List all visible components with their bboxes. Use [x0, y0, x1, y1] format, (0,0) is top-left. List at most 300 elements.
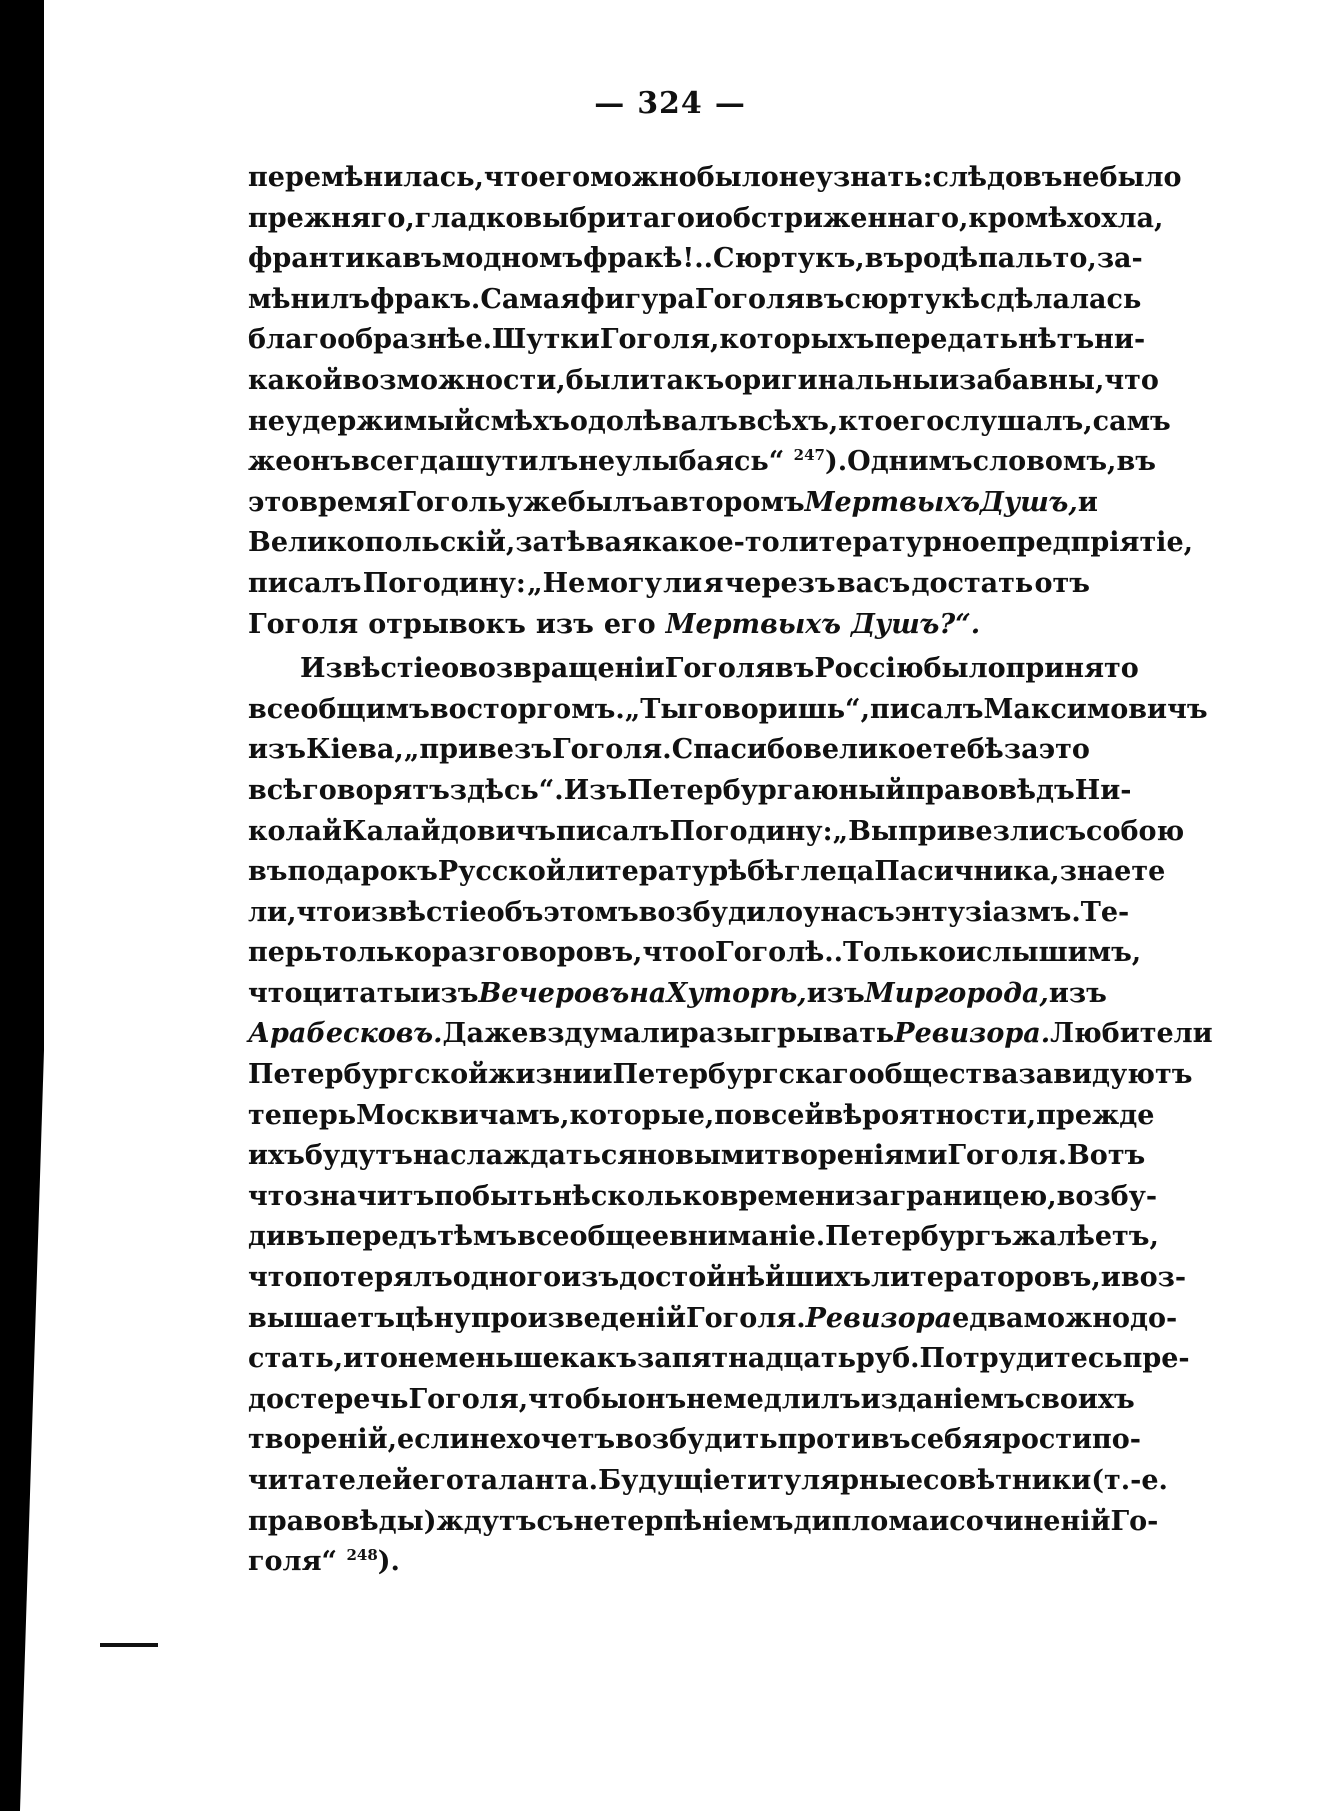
word: Калайдовичъ [342, 815, 556, 847]
word: Гоголя [248, 608, 359, 640]
word: фракъ. [369, 283, 481, 315]
word: жизни [488, 1059, 593, 1091]
word: „Ты [624, 693, 688, 725]
word: не [1062, 162, 1100, 193]
word: то [363, 1343, 398, 1375]
word: за [636, 1343, 672, 1375]
word: Петербургской [248, 1059, 489, 1091]
page-number [0, 86, 1340, 121]
word: себя [910, 1424, 982, 1456]
word: энтузіазмъ. [894, 896, 1081, 928]
word: Потрудитесь [919, 1343, 1123, 1375]
scan-edge-left [0, 0, 20, 1811]
word: Погодину: [669, 815, 833, 847]
word: въ [248, 856, 288, 888]
word: одолѣвалъ [569, 405, 738, 437]
word: литературѣ [565, 856, 748, 888]
word: франтика [248, 243, 403, 275]
text-line [248, 1542, 1090, 1583]
word: Россію [814, 653, 924, 685]
word: хохла, [1067, 202, 1164, 234]
word: выбритаго [523, 202, 695, 234]
word: въ [805, 283, 845, 315]
word: что [1104, 364, 1159, 396]
word: и [694, 202, 715, 234]
word: литераторовъ, [870, 1262, 1101, 1294]
word: фигура [580, 283, 695, 315]
word: Гоголя, [599, 324, 720, 356]
word: ихъ [248, 1140, 305, 1172]
word: слышимъ, [976, 937, 1142, 969]
word: которыхъ [719, 324, 875, 356]
word: его [412, 1465, 464, 1496]
word: писалъ [555, 815, 670, 847]
word: за [854, 1180, 890, 1212]
text-line [248, 690, 1208, 731]
text-line [248, 442, 1156, 483]
word: было [696, 162, 779, 193]
text-line [248, 523, 1194, 564]
text-line [248, 361, 1159, 402]
text-line [248, 280, 1142, 321]
word: Хуторѣ, [666, 977, 807, 1009]
word: цитаты [302, 977, 421, 1009]
text-line [248, 893, 1130, 934]
word: передать [874, 324, 1018, 356]
word: ждутъ [436, 1505, 537, 1537]
word: Гоголя [664, 653, 775, 685]
word: не [778, 162, 816, 193]
word: достойнѣйшихъ [619, 1262, 871, 1294]
word: знаете [1059, 856, 1166, 888]
word: извѣстіе [350, 896, 487, 928]
word: за- [1096, 243, 1143, 275]
word: Гоголя. [552, 734, 672, 766]
word: какъ [559, 1343, 637, 1375]
word: Душъ, [980, 486, 1078, 518]
word: здѣсь“. [449, 774, 564, 806]
word: было [1099, 162, 1182, 193]
word: Ревизора [805, 1302, 953, 1334]
word: достеречь [248, 1383, 409, 1415]
word: чтобы [528, 1383, 628, 1415]
word: можно [1023, 1302, 1131, 1334]
word: потерялъ [302, 1262, 453, 1294]
word: всегда [350, 446, 456, 478]
word: возвращеніи [459, 653, 665, 685]
word: возбудить [615, 1424, 778, 1456]
word: Арабесковъ. [248, 1018, 443, 1050]
text-line [248, 1299, 1178, 1340]
word: меньше [434, 1343, 560, 1375]
word: и [956, 937, 977, 969]
text-line [248, 402, 1171, 443]
word: слушалъ, [944, 405, 1093, 437]
word: изъ [806, 977, 865, 1009]
word: Только [843, 937, 956, 969]
footnote-ref: 247 [793, 446, 825, 465]
word: затѣвая [515, 527, 642, 559]
word: правовѣдъ [905, 774, 1075, 806]
word: и [592, 1059, 613, 1091]
word: всей [752, 1099, 825, 1131]
word: Москвичамъ, [356, 1099, 570, 1131]
scan-edge-wedge [20, 0, 80, 1811]
word: пальто, [978, 243, 1097, 275]
word: голя“ $^{248}$). [248, 1546, 400, 1578]
word: изданіемъ [860, 1383, 1025, 1415]
word: Любители [1050, 1018, 1213, 1050]
word: въ [1116, 446, 1156, 478]
text-line [248, 933, 1142, 974]
word: нѣтъ [1017, 324, 1095, 356]
word: Петербурга [627, 774, 811, 806]
text-line [248, 1380, 1135, 1421]
paragraph [248, 649, 1213, 1583]
word: его [603, 608, 656, 640]
word: тѣмъ [437, 1221, 518, 1253]
word: всеобщее [517, 1221, 670, 1253]
word: вѣроятности, [824, 1099, 1037, 1131]
word: ли, [248, 896, 297, 928]
word: изъ [535, 608, 594, 640]
word: до- [1130, 1302, 1178, 1334]
word: сюртукѣ [844, 283, 981, 315]
word: прежде [1036, 1099, 1155, 1131]
text-line [248, 1177, 1158, 1218]
page-number-dash-left: — [594, 86, 626, 121]
word: оригинальны [724, 364, 940, 396]
word: Петербургскаго [612, 1059, 867, 1091]
text-line [248, 605, 1090, 646]
word: улыбаясь“ $^{247}$). [615, 446, 848, 478]
text-line [248, 199, 1164, 240]
word: Великопольскій, [248, 527, 516, 559]
word: „Не [527, 567, 586, 599]
text-line [248, 852, 1166, 893]
word: онъ [292, 446, 351, 478]
word: благообразнѣе. [248, 324, 493, 356]
word: титулярные [730, 1465, 923, 1496]
word: сочиненій [949, 1505, 1111, 1537]
word: Душъ?“. [851, 608, 981, 640]
word: что [248, 1262, 303, 1294]
word: Гоголь [397, 486, 506, 518]
word: уже [505, 486, 568, 518]
text-line [248, 1055, 1193, 1096]
word: отрывокъ [368, 608, 526, 640]
word: онъ [627, 1383, 687, 1415]
word: по [714, 1099, 753, 1131]
word: говоришь“, [687, 693, 870, 725]
word: я [703, 567, 724, 599]
word: отъ [1034, 567, 1090, 599]
word: о [441, 653, 460, 685]
word: узнать: [815, 162, 933, 193]
word: возможности, [342, 364, 566, 396]
word: границею, [889, 1180, 1057, 1212]
text-line [248, 1420, 1142, 1461]
word: что [483, 162, 539, 193]
text-line [248, 320, 1146, 361]
word: таланта. [463, 1465, 599, 1496]
word: изъ [248, 734, 306, 766]
word: стать, [248, 1343, 344, 1375]
word: Пасичника, [874, 856, 1060, 888]
word: былъ [567, 486, 653, 518]
word: какое-то [641, 527, 780, 559]
word: нетерпѣніемъ [573, 1505, 794, 1537]
word: перемѣнилась, [248, 162, 484, 193]
word: великое [803, 734, 933, 766]
word: Ни- [1074, 774, 1132, 806]
word: съ [1048, 815, 1087, 847]
word: это [248, 486, 300, 518]
word: изъ [1048, 977, 1107, 1009]
word: и [939, 364, 960, 396]
word: всѣхъ, [737, 405, 839, 437]
text-line [248, 1339, 1190, 1380]
word: вздумали [528, 1018, 680, 1050]
text-line [248, 158, 1182, 199]
word: что [248, 977, 303, 1009]
word: кромѣ [968, 202, 1068, 234]
word: наслаждаться [412, 1140, 638, 1172]
word: привезли [897, 815, 1049, 847]
word: изъ [561, 1262, 620, 1294]
word: восторгомъ. [429, 693, 625, 725]
word: васъ [836, 567, 911, 599]
word: Спасибо [671, 734, 803, 766]
word: значитъ [302, 1180, 435, 1212]
word: прежняго, [248, 202, 415, 234]
word: словомъ, [972, 446, 1117, 478]
word: тебѣ [932, 734, 1004, 766]
word: Русской [437, 856, 566, 888]
word: въ [864, 243, 905, 275]
text-line [248, 649, 1139, 690]
word: гладко [414, 202, 524, 234]
text-line [248, 1258, 1187, 1299]
word: Будущіе [598, 1465, 731, 1496]
word: всеобщимъ [248, 693, 430, 725]
word: возбудило [638, 896, 804, 928]
paragraph [248, 158, 1194, 645]
word: хочетъ [506, 1424, 616, 1456]
word: теперь [248, 1099, 357, 1131]
word: Извѣстіе [300, 653, 442, 685]
text-line [248, 1136, 1146, 1177]
word: и [1100, 1262, 1121, 1294]
word: насъ [820, 896, 895, 928]
word: были [565, 364, 650, 396]
word: кто [838, 405, 893, 437]
word: объ [486, 896, 544, 928]
word: Го- [1110, 1505, 1159, 1537]
word: ярости [982, 1424, 1093, 1456]
word: дивъ [248, 1221, 326, 1253]
word: Максимовичъ [983, 693, 1208, 725]
word: литературное [779, 527, 997, 559]
word: этомъ [543, 896, 639, 928]
word: бѣглеца [747, 856, 875, 888]
word: было [923, 653, 1006, 685]
text-line [248, 564, 1090, 605]
word: что [642, 937, 697, 969]
text-line [248, 1014, 1213, 1055]
word: твореній, [248, 1424, 398, 1456]
word: совѣтники [923, 1465, 1092, 1496]
word: читателей [248, 1465, 413, 1496]
page-number-dash-right: — [714, 86, 746, 121]
word: Вотъ [1066, 1140, 1146, 1172]
word: это [1038, 734, 1090, 766]
text-line [248, 1461, 1168, 1502]
word: Гоголя, [408, 1383, 529, 1415]
word: родѣ [904, 243, 979, 275]
word: и [929, 1505, 950, 1537]
word: принято [1005, 653, 1139, 685]
word: писалъ [869, 693, 984, 725]
text-line [248, 1502, 1159, 1543]
word: достать [911, 567, 1034, 599]
word: твореніями [764, 1140, 948, 1172]
word: Ревизора. [894, 1018, 1051, 1050]
word: могу [586, 567, 662, 599]
word: неудержимый [248, 405, 475, 437]
word: разыгрывать [679, 1018, 895, 1050]
word: что [296, 896, 351, 928]
word: (т.-е. [1091, 1465, 1168, 1496]
word: произведеній [470, 1302, 687, 1334]
word: завидуютъ [1018, 1059, 1193, 1091]
body-text [248, 158, 1213, 1583]
word: всѣ [248, 774, 303, 806]
text-line [248, 239, 1143, 280]
word: его [892, 405, 945, 437]
word: Мертвыхъ [665, 608, 842, 640]
word: за [1003, 734, 1039, 766]
word: Вечеровъ [478, 977, 630, 1009]
word: его [538, 162, 591, 193]
word: смѣхъ [474, 405, 570, 437]
word: Гоголя [694, 283, 806, 315]
word: вышаетъ [248, 1302, 395, 1334]
text-line [248, 771, 1132, 812]
word: колай [248, 815, 343, 847]
word: не [686, 1383, 724, 1415]
word: новыми [637, 1140, 765, 1172]
footnote-rule [100, 1643, 158, 1647]
word: Погодину: [362, 567, 526, 599]
word: съ [536, 1505, 574, 1537]
word: шутилъ [455, 446, 579, 478]
word: собою [1086, 815, 1185, 847]
word: Даже [442, 1018, 529, 1050]
word: по- [1092, 1424, 1142, 1456]
word: общества [866, 1059, 1019, 1091]
word: писалъ [248, 567, 362, 599]
word: если [397, 1424, 470, 1456]
word: время [299, 486, 398, 518]
word: Сюртукъ, [713, 243, 865, 275]
word: такъ [649, 364, 725, 396]
word: цѣну [394, 1302, 471, 1334]
text-line [248, 730, 1090, 771]
word: медлилъ [723, 1383, 861, 1415]
text-line [248, 812, 1185, 853]
word: забавны, [959, 364, 1105, 396]
word: не [469, 1424, 507, 1456]
text-line [248, 1217, 1159, 1258]
word: будутъ [304, 1140, 413, 1172]
word: передъ [325, 1221, 438, 1253]
word: же [248, 446, 293, 478]
word: подарокъ [287, 856, 438, 888]
word: Самая [480, 283, 581, 315]
word: пре- [1122, 1343, 1190, 1375]
word: на [629, 977, 667, 1009]
text-line [248, 974, 1107, 1015]
word: юный [810, 774, 906, 806]
word: перь [248, 937, 323, 969]
word: у [803, 896, 821, 928]
word: диплома [793, 1505, 930, 1537]
word: фракѣ!.. [583, 243, 713, 275]
word: авторомъ [652, 486, 805, 518]
word: ни- [1094, 324, 1146, 356]
word: самъ [1092, 405, 1171, 437]
text-line [248, 483, 1098, 524]
word: жалѣетъ, [1012, 1221, 1159, 1253]
word: Гоголя. [947, 1140, 1067, 1172]
word: Изъ [563, 774, 628, 806]
word: и [1077, 486, 1098, 518]
word: о [696, 937, 715, 969]
word: мѣнилъ [248, 283, 370, 315]
footnote-ref: 248 [346, 1546, 378, 1565]
word: какой [248, 364, 343, 396]
word: побыть [434, 1180, 553, 1212]
word: модномъ [441, 243, 584, 275]
word: Те- [1080, 896, 1130, 928]
word: нѣсколько [552, 1180, 720, 1212]
word: черезъ [724, 567, 836, 599]
page-number-value: 324 [637, 86, 703, 121]
word: только [322, 937, 432, 969]
word: одного [452, 1262, 562, 1294]
word: Гоголя. [686, 1302, 806, 1334]
word: слѣдовъ [932, 162, 1063, 193]
word: Шутки [492, 324, 600, 356]
word: разговоровъ, [431, 937, 643, 969]
word: ли [663, 567, 703, 599]
word: Гоголѣ.. [714, 937, 844, 969]
word: пятнадцать [671, 1343, 856, 1375]
word: предпріятіе, [996, 527, 1194, 559]
word: сдѣлалась [980, 283, 1142, 315]
word: не [397, 1343, 435, 1375]
word: „привезъ [403, 734, 552, 766]
word: обстриженнаго, [714, 202, 969, 234]
word: изъ [420, 977, 479, 1009]
word: вниманіе. [669, 1221, 826, 1253]
word: и [343, 1343, 364, 1375]
word: времени [719, 1180, 855, 1212]
word: Петербургъ [825, 1221, 1013, 1253]
word: Однимъ [847, 446, 973, 478]
word: въ [402, 243, 442, 275]
